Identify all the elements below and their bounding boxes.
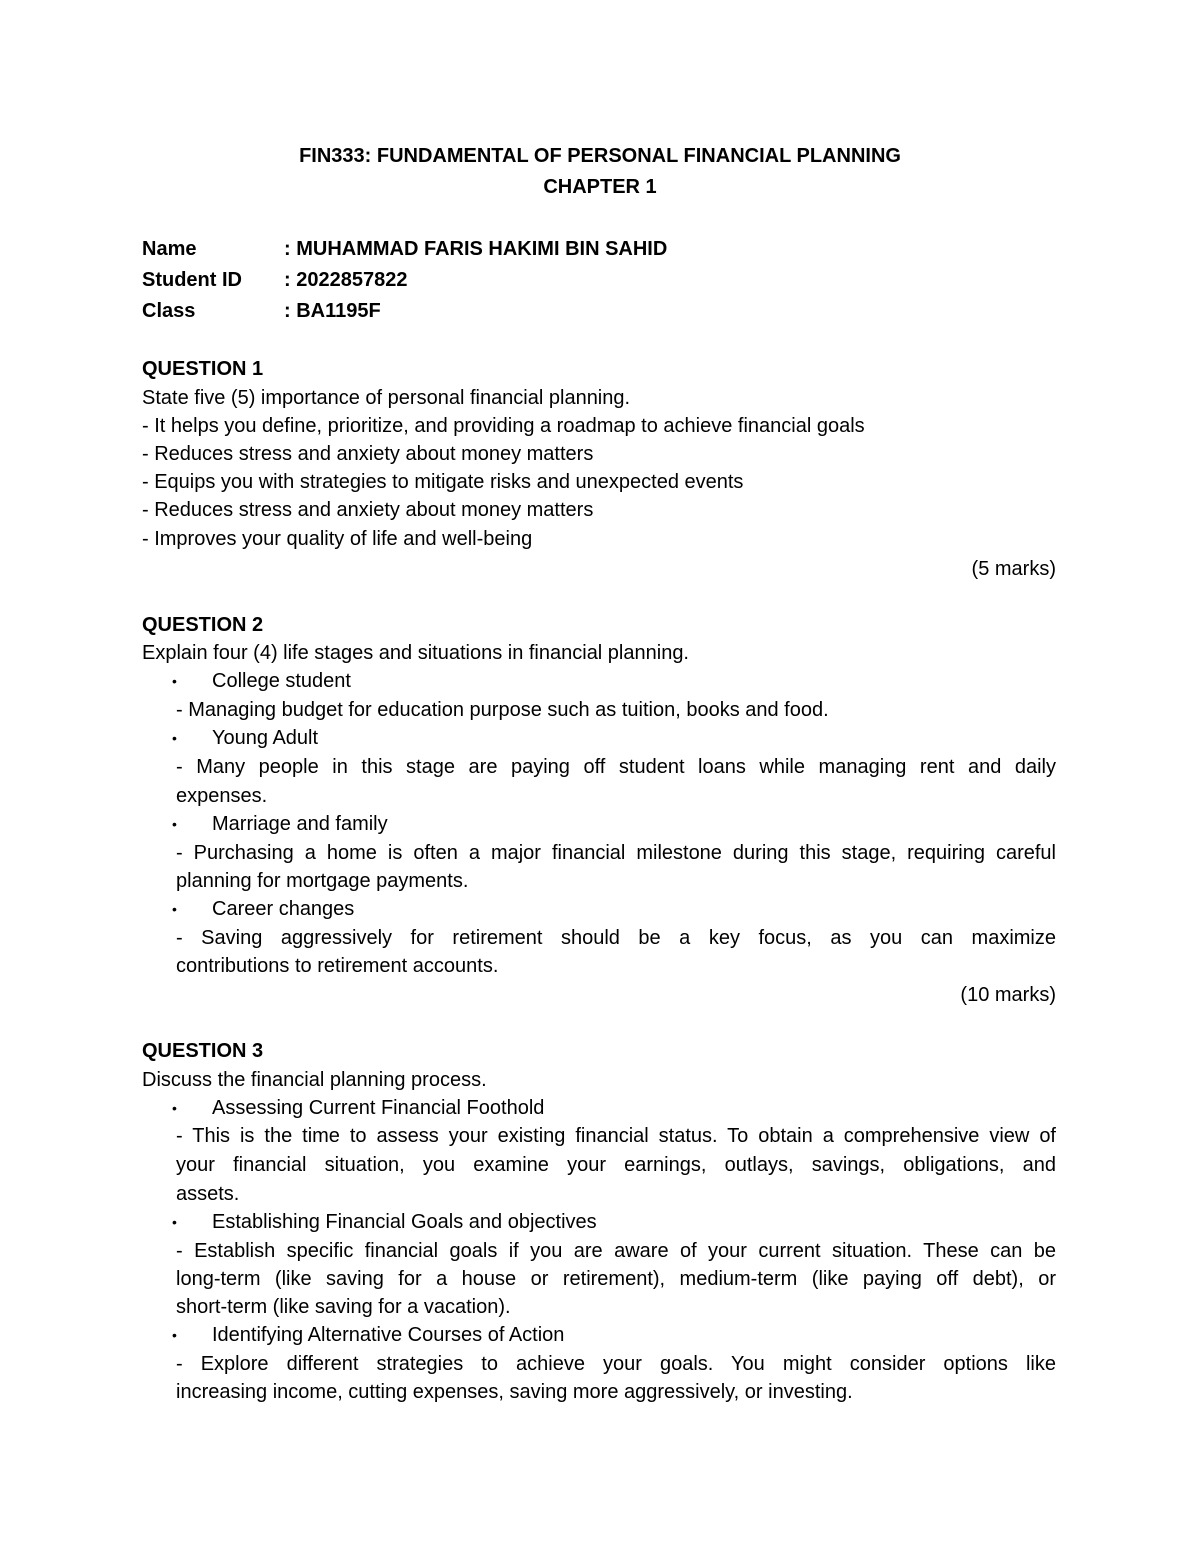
process-step-title: Assessing Current Financial Foothold — [212, 1097, 545, 1119]
question-2-marks: (10 marks) — [960, 984, 1056, 1006]
life-stage-description: contributions to retirement accounts. — [176, 955, 499, 977]
process-step-description: - Explore different strategies to achieve your goals. You might consider options like — [176, 1353, 1056, 1375]
life-stage-description: - Many people in this stage are paying off student loans while managing rent and daily — [176, 756, 1056, 778]
process-step-description: short-term (like saving for a vacation). — [176, 1296, 511, 1318]
process-step-description: - Establish specific financial goals if you are aware of your current situation. These can be — [176, 1240, 1056, 1262]
chapter-heading: CHAPTER 1 — [543, 176, 657, 198]
question-3-prompt: Discuss the financial planning process. — [142, 1069, 487, 1091]
life-stage-description: planning for mortgage payments. — [176, 870, 469, 892]
bullet-icon: • — [172, 673, 177, 689]
name-label: Name — [142, 238, 197, 260]
process-step-title: Identifying Alternative Courses of Action — [212, 1324, 565, 1346]
life-stage-title: Career changes — [212, 898, 355, 920]
question-1-marks: (5 marks) — [971, 558, 1056, 580]
process-step-description: - This is the time to assess your existing financial status. To obtain a comprehensive view of — [176, 1125, 1056, 1147]
life-stage-title: Young Adult — [212, 727, 319, 749]
question-1-answer: - Equips you with strategies to mitigate risks and unexpected events — [142, 471, 744, 493]
process-step-description: your financial situation, you examine your earnings, outlays, savings, obligations, and — [176, 1154, 1056, 1176]
bullet-icon: • — [172, 816, 177, 832]
process-step-description: assets. — [176, 1183, 240, 1205]
process-step-description: increasing income, cutting expenses, saving more aggressively, or investing. — [176, 1381, 853, 1403]
life-stage-title: College student — [212, 670, 351, 692]
process-step-title: Establishing Financial Goals and objectives — [212, 1211, 597, 1233]
question-1-answer: - It helps you define, prioritize, and providing a roadmap to achieve financial goals — [142, 415, 865, 437]
bullet-icon: • — [172, 901, 177, 917]
question-1-answer: - Improves your quality of life and well-being — [142, 528, 533, 550]
class-label: Class — [142, 300, 196, 322]
question-3-heading: QUESTION 3 — [142, 1040, 264, 1062]
question-1-heading: QUESTION 1 — [142, 358, 264, 380]
life-stage-description: - Managing budget for education purpose such as tuition, books and food. — [176, 699, 829, 721]
class-value: : BA1195F — [284, 300, 381, 322]
bullet-icon: • — [172, 1100, 177, 1116]
bullet-icon: • — [172, 1327, 177, 1343]
name-value: : MUHAMMAD FARIS HAKIMI BIN SAHID — [284, 238, 668, 260]
student-id-value: : 2022857822 — [284, 269, 408, 291]
question-1-answer: - Reduces stress and anxiety about money matters — [142, 499, 594, 521]
bullet-icon: • — [172, 730, 177, 746]
question-2-heading: QUESTION 2 — [142, 614, 264, 636]
life-stage-description: - Saving aggressively for retirement should be a key focus, as you can maximize — [176, 927, 1056, 949]
document-title: FIN333: FUNDAMENTAL OF PERSONAL FINANCIAL PLANNING — [299, 145, 901, 167]
life-stage-description: expenses. — [176, 785, 268, 807]
student-id-label: Student ID — [142, 269, 242, 291]
life-stage-title: Marriage and family — [212, 813, 388, 835]
question-2-prompt: Explain four (4) life stages and situations in financial planning. — [142, 642, 689, 664]
bullet-icon: • — [172, 1214, 177, 1230]
question-1-answer: - Reduces stress and anxiety about money matters — [142, 443, 594, 465]
process-step-description: long-term (like saving for a house or retirement), medium-term (like paying off debt), or — [176, 1268, 1056, 1290]
life-stage-description: - Purchasing a home is often a major financial milestone during this stage, requiring careful — [176, 842, 1056, 864]
question-1-prompt: State five (5) importance of personal financial planning. — [142, 387, 631, 409]
